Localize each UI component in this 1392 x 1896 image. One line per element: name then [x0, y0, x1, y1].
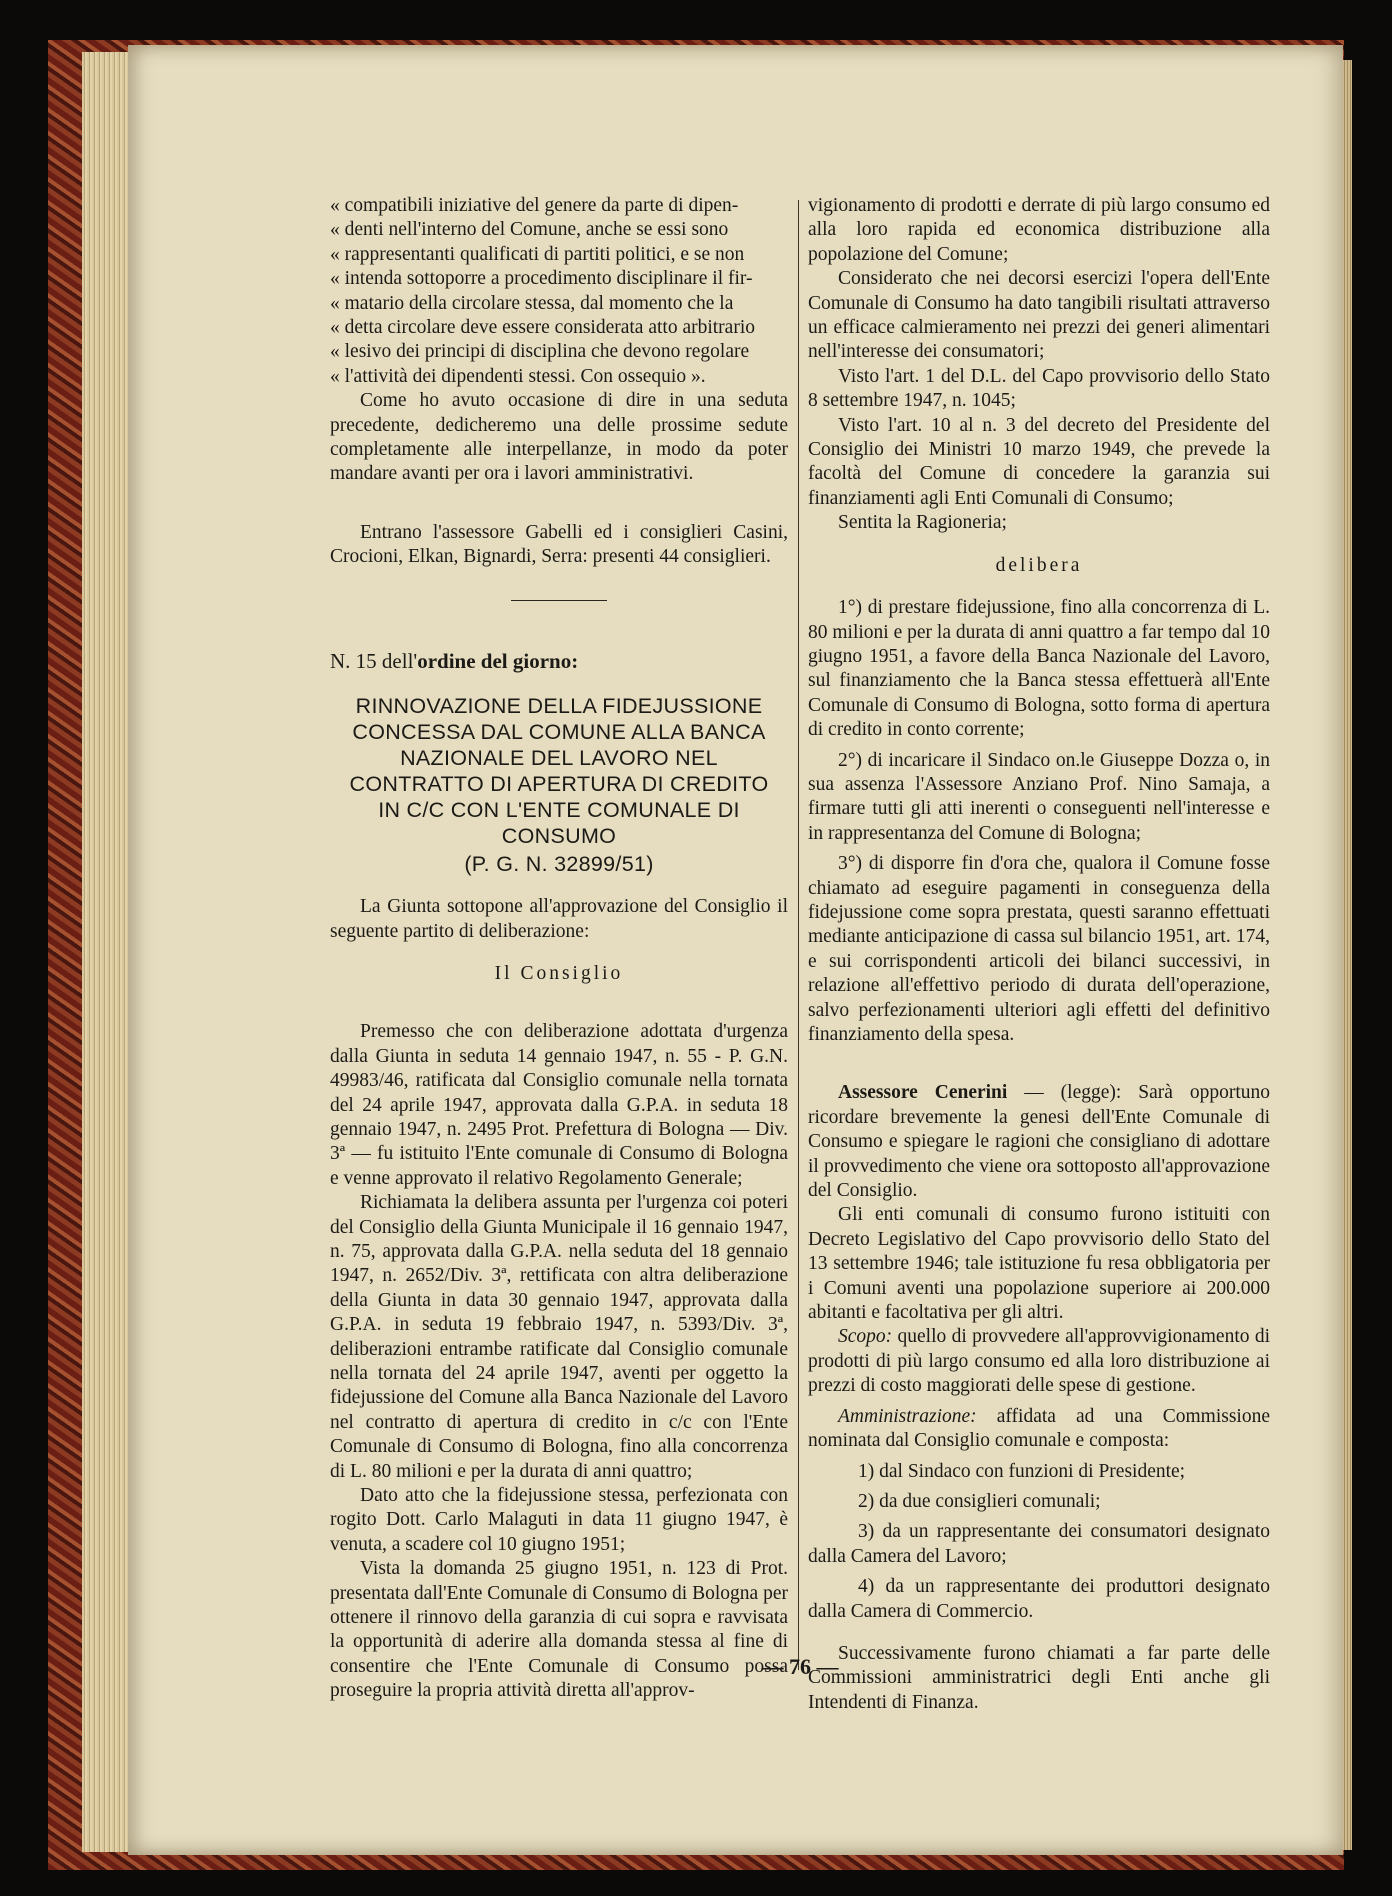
consiglio-heading: Il Consiglio	[494, 962, 624, 984]
scopo-label: Scopo:	[838, 1326, 893, 1348]
right-column	[808, 194, 1270, 1715]
delibera-heading: delibera	[995, 554, 1083, 576]
agenda-label: ordine del giorno:	[417, 648, 579, 673]
agenda-heading	[330, 649, 788, 673]
scopo-text: quello di provvedere all'approvvigionamento di prodotti di più largo consumo ed alla loro distribuzione ai prezzi di costo maggiorati delle spese di gestione.	[808, 1326, 1270, 1397]
quote-line: « denti nell'interno del Comune, anche se essi sono	[330, 219, 729, 241]
amministrazione-label: Amministrazione:	[838, 1405, 977, 1427]
commission-member: 3) da un rappresentante dei consumatori designato dalla Camera del Lavoro;	[808, 1521, 1270, 1567]
item-title: RINNOVAZIONE DELLA FIDEJUSSIONE CONCESSA DAL COMUNE ALLA BANCA NAZIONALE DEL LAVORO NEL CONTRATTO DI APERTURA DI CREDITO IN C/C CON L'ENTE COMUNALE DI CONSUMO	[349, 694, 769, 849]
paragraph-continuation: vigionamento di prodotti e derrate di più largo consumo ed alla loro rapida ed economica distribuzione alla popolazione del Comune;	[808, 195, 1270, 265]
paragraph-premesso: Premesso che con deliberazione adottata d'urgenza dalla Giunta in seduta 14 gennaio 1947, n. 55 - P. G.N. 49983/46, ratificata dal Consiglio comunale nella tornata del 24 aprile 1947, approvata dalla G.P.A. in seduta 18 gennaio 1947, n. 2495 Prot. Prefettura di Bologna — Div. 3ª — fu istituito l'Ente comunale di Consumo di Bologna e venne approvato il relativo Regolamento Generale;	[330, 1021, 788, 1189]
paragraph-dato-atto: Dato atto che la fidejussione stessa, perfezionata con rogito Dott. Carlo Malaguti in data 11 giugno 1947, è venuta, a scadere col 10 giugno 1951;	[330, 1485, 788, 1555]
quote-line: « matario della circolare stessa, dal momento che la	[330, 292, 734, 314]
paragraph-interpellanze: Come ho avuto occasione di dire in una seduta precedente, dedicheremo una delle prossime sedute completamente alle interpellanze, in modo da poter mandare avanti per ora i lavori amministrativi.	[330, 390, 788, 485]
quote-line: « lesivo dei principi di disciplina che devono regolare	[330, 341, 750, 363]
commission-member: 1) dal Sindaco con funzioni di Presidente;	[858, 1460, 1186, 1482]
paragraph-sentita: Sentita la Ragioneria;	[838, 512, 1007, 534]
speech-text-2: Gli enti comunali di consumo furono istituiti con Decreto Legislativo del Capo provvisorio dello Stato del 13 settembre 1946; tale istituzione fu resa obbligatoria per i Comuni aventi una popolazione superiore ai 200.000 abitanti e facoltativa per gli altri.	[808, 1204, 1270, 1324]
speaker-name: Assessore Cenerini	[838, 1082, 1008, 1104]
left-column	[330, 194, 788, 1704]
speech-text-1: Sarà opportuno ricordare brevemente la genesi dell'Ente Comunale di Consumo e spiegare le ragioni che consigliano di adottare il provvedimento che viene ora sottoposto all'approvazione del Consiglio.	[808, 1082, 1271, 1202]
column-divider	[798, 200, 799, 1670]
paragraph-giunta: La Giunta sottopone all'approvazione del Consiglio il seguente partito di deliberazione:	[330, 896, 788, 942]
paragraph-richiamata: Richiamata la delibera assunta per l'urgenza coi poteri del Consiglio della Giunta Municipale il 16 gennaio 1947, n. 75, approvata dalla G.P.A. nella seduta del 18 gennaio 1947, n. 2652/Div. 3ª, rettificata con altra deliberazione della Giunta in data 30 gennaio 1947, approvata dalla G.P.A. in seduta 19 febbraio 1947, n. 5393/Div. 3ª, deliberazioni entrambe ratificate dal Consiglio comunale nella tornata del 24 aprile 1947, aventi per oggetto la fidejussione del Comune alla Banca Nazionale del Lavoro nel contratto di apertura di credito in c/c con l'Ente Comunale di Consumo di Bologna, fino alla concorrenza di L. 80 milioni e per la durata di anni quattro;	[330, 1192, 788, 1482]
section-rule	[511, 600, 607, 601]
delibera-item-2: 2°) di incaricare il Sindaco on.le Giuseppe Dozza o, in sua assenza l'Assessore Anziano Prof. Nino Samaja, a firmare tutti gli atti inerenti o conseguenti nell'interesse e in rappresentanza del Comune di Bologna;	[808, 749, 1270, 844]
paragraph-visto-1: Visto l'art. 1 del D.L. del Capo provvisorio dello Stato 8 settembre 1947, n. 1045;	[808, 365, 1270, 412]
agenda-number: N. 15	[330, 648, 377, 673]
paragraph-amministrazione	[808, 1405, 1270, 1454]
quote-line: « compatibili iniziative del genere da parte di dipen-	[330, 195, 739, 216]
quote-line: « rappresentanti qualificati di partiti politici, e se non	[330, 243, 745, 265]
speech-intro	[808, 1081, 1270, 1203]
paragraph-vista: Vista la domanda 25 giugno 1951, n. 123 di Prot. presentata dall'Ente Comunale di Consumo di Bologna per ottenere il rinnovo della garanzia di cui sopra e ravvisata la opportunità di aderire alla domanda stessa al fine di consentire che l'Ente Comunale di Consumo possa proseguire la propria attività diretta all'approv-	[330, 1558, 788, 1702]
commission-member: 4) da un rappresentante dei produttori designato dalla Camera di Commercio.	[808, 1576, 1270, 1622]
paragraph-scopo	[808, 1325, 1270, 1398]
quote-line: « intenda sottoporre a procedimento disciplinare il fir-	[330, 268, 753, 290]
paragraph-entrano: Entrano l'assessore Gabelli ed i consiglieri Casini, Crocioni, Elkan, Bignardi, Serra: presenti 44 consiglieri.	[330, 521, 788, 568]
paragraph-considerato: Considerato che nei decorsi esercizi l'opera dell'Ente Comunale di Consumo ha dato tangibili risultati attraverso un efficace calmieramento nei prezzi dei generi alimentari nell'interesse dei consumatori;	[808, 268, 1270, 363]
paragraph-visto-2: Visto l'art. 10 al n. 3 del decreto del Presidente del Consiglio dei Ministri 10 marzo 1949, che prevede la facoltà del Comune di concedere la garanzia sui finanziamenti agli Enti Comunali di Consumo;	[808, 414, 1270, 509]
delibera-item-3: 3°) di disporre fin d'ora che, qualora il Comune fosse chiamato ad eseguire pagamenti in conseguenza della fidejussione come sopra prestata, questi saranno effettuati mediante anticipazione di cassa sul bilancio 1951, art. 174, e sui corrispondenti articoli dei bilanci successivi, in relazione all'effettivo periodo di durata dell'operazione, salvo perfezionamenti ulteriori agli effetti del definitivo finanziamento della spesa.	[808, 853, 1270, 1045]
quote-line: « l'attività dei dipendenti stessi. Con ossequio ».	[330, 365, 706, 387]
quoted-letter	[330, 194, 788, 389]
amministrazione-text: affidata ad una Commissione nominata dal Consiglio comunale e composta:	[808, 1405, 1270, 1452]
commission-member: 2) da due consiglieri comunali;	[858, 1490, 1101, 1512]
page-number: — 76 —	[761, 1654, 839, 1679]
paragraph-successivamente: Successivamente furono chiamati a far parte delle Commissioni amministratrici degli Enti anche gli Intendenti di Finanza.	[808, 1642, 1270, 1713]
delibera-item-1: 1°) di prestare fidejussione, fino alla concorrenza di L. 80 milioni e per la durata di anni quattro a far tempo dal 10 giugno 1951, a favore della Banca Nazionale del Lavoro, sul finanziamento che la Banca stessa effettuerà all'Ente Comunale di Consumo di Bologna, sotto forma di apertura di credito in conto corrente;	[808, 597, 1270, 741]
agenda-connector: dell'	[381, 648, 418, 673]
quote-line: « detta circolare deve essere considerata atto arbitrario	[330, 317, 755, 339]
item-pgn: (P. G. N. 32899/51)	[464, 852, 654, 877]
speaker-note: — (legge):	[1024, 1082, 1122, 1104]
